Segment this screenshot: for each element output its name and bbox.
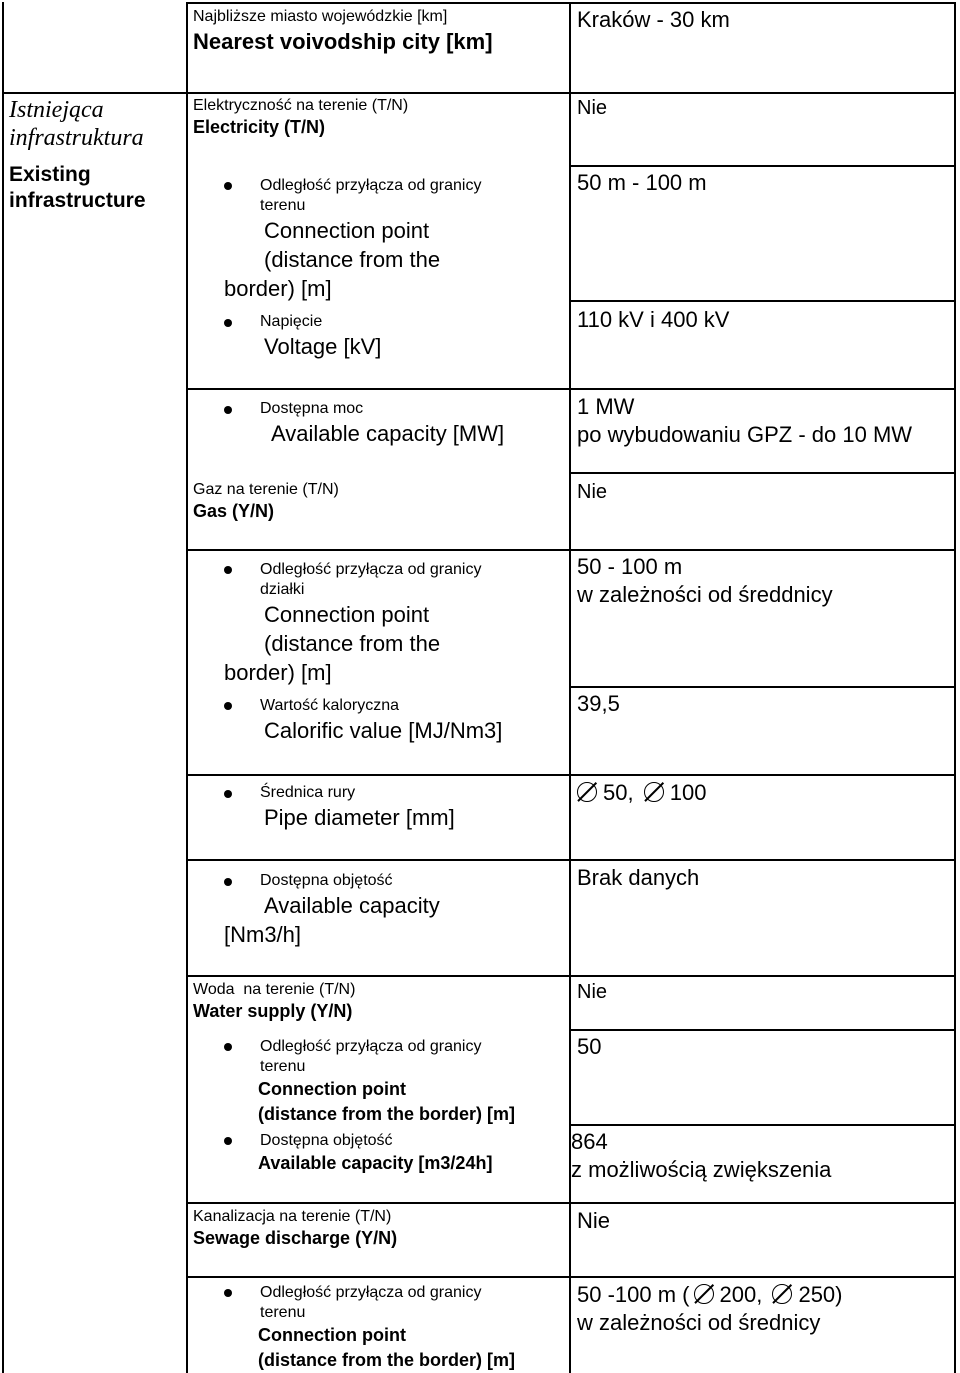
diameter-icon: [577, 782, 597, 802]
el-connection-label: Odległość przyłącza od granicy terenu Connection point (distance from the border) [m]: [224, 177, 482, 301]
electricity-label: Elektryczność na terenie (T/N) Electricity (T/N): [193, 97, 409, 137]
row-divider: [569, 1124, 956, 1126]
row-divider: [186, 388, 956, 390]
row-divider: [569, 165, 956, 167]
section-title-en: Existing infrastructure: [9, 163, 146, 212]
section-title-pl: Istniejąca infrastruktura: [9, 97, 144, 151]
sewage-connection-label: Odległość przyłącza od granicy terenu Connection point (distance from the border) [m]: [258, 1284, 516, 1370]
el-connection-value: 50 m - 100 m: [577, 170, 707, 195]
row-divider: [186, 549, 956, 551]
calorific-value: 39,5: [577, 691, 620, 716]
city-value: Kraków - 30 km: [577, 7, 730, 32]
water-connection-label: Odległość przyłącza od granicy terenu Connection point (distance from the border) [m]: [258, 1038, 516, 1124]
sewage-value: Nie: [577, 1208, 611, 1233]
row-divider: [186, 1276, 956, 1278]
water-value: Nie: [577, 981, 608, 1003]
voltage-value: 110 kV i 400 kV: [577, 307, 730, 332]
electricity-value: Nie: [577, 97, 608, 119]
sewage-label: Kanalizacja na terenie (T/N) Sewage discharge (Y/N): [193, 1208, 398, 1248]
el-capacity-label: Dostępna moc Available capacity [MW]: [260, 400, 505, 446]
diameter-icon: [644, 782, 664, 802]
pipe-diameter-label: Średnica rury Pipe diameter [mm]: [260, 784, 455, 830]
diameter-icon: [694, 1284, 714, 1304]
gas-capacity-value: Brak danych: [577, 865, 700, 890]
row-divider: [186, 859, 956, 861]
city-label: Najbliższe miasto wojewódzkie [km] Nearest voivodship city [km]: [193, 8, 493, 54]
water-connection-value: 50: [577, 1034, 602, 1059]
row-divider: [2, 92, 956, 94]
gas-capacity-label: Dostępna objętość Available capacity [Nm3/h]: [224, 872, 440, 947]
gas-connection-value: 50 - 100 m w zależności od średdnicy: [577, 554, 833, 607]
row-divider: [569, 686, 956, 688]
water-capacity-label: Dostępna objętość Available capacity [m3/24h]: [258, 1132, 493, 1173]
gas-label: Gaz na terenie (T/N) Gas (Y/N): [193, 481, 339, 521]
sewage-connection-value: 50 -100 m ( 200, 250) w zależności od średnicy: [577, 1282, 843, 1335]
pipe-diameter-value: 50, 100: [577, 779, 706, 807]
gas-connection-label: Odległość przyłącza od granicy działki Connection point (distance from the border) [m]: [224, 561, 482, 685]
voltage-label: Napięcie Voltage [kV]: [260, 313, 382, 359]
section-header: [9, 96, 181, 214]
row-divider: [569, 300, 956, 302]
row-divider: [569, 472, 956, 474]
table-border-left: [2, 2, 4, 1373]
gas-value: Nie: [577, 481, 608, 503]
row-divider: [186, 1202, 956, 1204]
row-divider: [569, 1029, 956, 1031]
diameter-icon: [772, 1284, 792, 1304]
el-capacity-value: 1 MW po wybudowaniu GPZ - do 10 MW: [577, 394, 913, 447]
column-divider-1: [186, 2, 188, 1373]
row-divider: [186, 774, 956, 776]
table-border-top: [186, 2, 956, 4]
water-label: Woda na terenie (T/N) Water supply (Y/N): [193, 981, 356, 1021]
water-capacity-value: 864 z możliwością zwiększenia: [571, 1129, 832, 1182]
calorific-label: Wartość kaloryczna Calorific value [MJ/Nm3]: [260, 697, 503, 743]
row-divider: [186, 975, 956, 977]
